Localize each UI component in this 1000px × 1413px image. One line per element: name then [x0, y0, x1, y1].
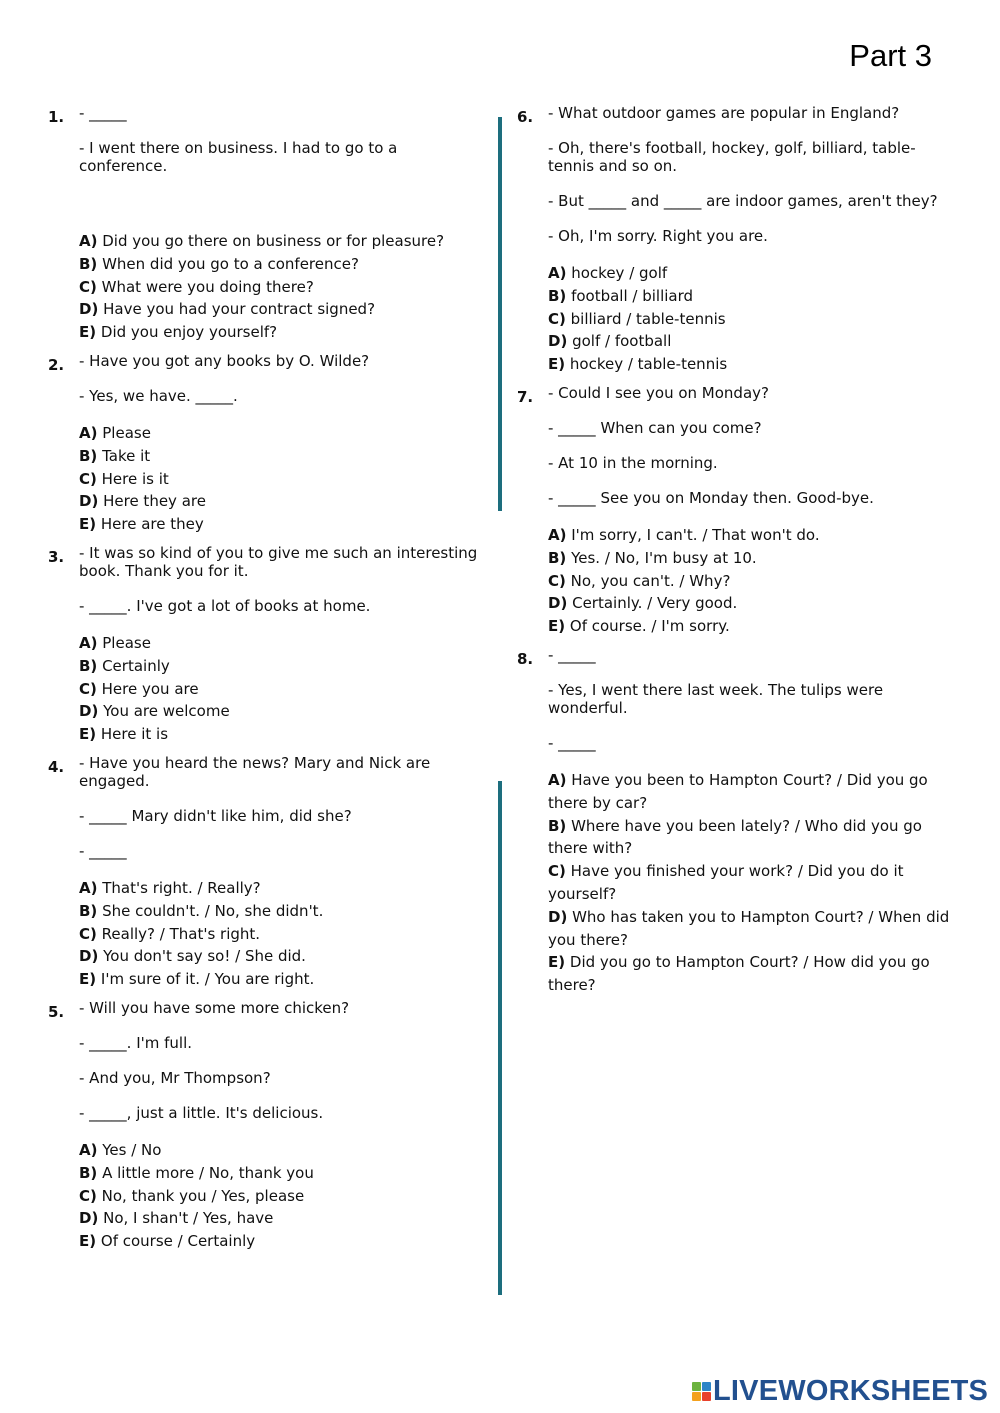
answer-option — [79, 632, 480, 655]
answer-option — [79, 678, 480, 701]
option-letter: B) — [548, 286, 567, 305]
answer-option — [548, 951, 957, 997]
option-text: Please — [102, 423, 151, 442]
option-text: I'm sure of it. / You are right. — [100, 970, 315, 989]
option-text: Here are they — [100, 515, 204, 534]
option-letter: E) — [79, 1232, 97, 1251]
option-text: hockey / golf — [571, 264, 668, 282]
option-letter: D) — [548, 594, 568, 613]
answer-options — [79, 230, 480, 344]
answer-option — [79, 900, 480, 923]
option-letter: B) — [79, 446, 98, 465]
option-letter: C) — [79, 679, 97, 698]
option-text: When did you go to a conference? — [102, 254, 359, 273]
option-text: Have you been to Hampton Court? / Did you go there by car? — [548, 770, 928, 812]
answer-option — [79, 923, 480, 946]
dialogue-line: - _____ Mary didn't like him, did she? — [79, 806, 352, 825]
option-letter: E) — [79, 725, 97, 744]
option-letter: D) — [79, 492, 99, 511]
option-text: Have you finished your work? / Did you do it yourself? — [548, 862, 904, 903]
option-letter: D) — [79, 1209, 99, 1228]
answer-options — [79, 1139, 480, 1253]
option-text: billiard / table-tennis — [570, 309, 726, 328]
option-letter: D) — [79, 947, 99, 966]
question-number: 8. — [517, 649, 534, 668]
answer-option — [79, 877, 480, 900]
option-text: Take it — [102, 446, 151, 465]
option-letter: E) — [548, 953, 566, 972]
answer-option — [79, 253, 480, 276]
answer-option — [548, 815, 957, 861]
dialogue-line: - _____, just a little. It's delicious. — [79, 1103, 324, 1122]
answer-option — [79, 968, 480, 991]
option-letter: E) — [79, 323, 97, 342]
answer-option — [548, 353, 957, 376]
option-letter: B) — [79, 901, 98, 920]
option-text: She couldn't. / No, she didn't. — [102, 901, 324, 920]
dialogue-line: - At 10 in the morning. — [548, 453, 718, 472]
answer-option — [548, 285, 957, 308]
right-column — [517, 100, 957, 1005]
option-letter: D) — [79, 702, 99, 721]
option-letter: B) — [79, 254, 98, 273]
dialogue-line: - I went there on business. I had to go to a conference. — [79, 139, 398, 175]
liveworksheets-logo — [692, 1375, 988, 1408]
answer-option — [79, 445, 480, 468]
option-text: Really? / That's right. — [101, 924, 261, 943]
option-letter: B) — [79, 656, 98, 675]
question-number: 6. — [517, 108, 534, 126]
answer-option — [548, 906, 957, 952]
answer-option — [548, 570, 957, 593]
question-5 — [48, 999, 480, 1253]
answer-option — [548, 615, 957, 638]
question-number: 2. — [48, 355, 65, 374]
option-text: A little more / No, thank you — [102, 1163, 314, 1182]
answer-option — [79, 1230, 480, 1253]
option-text: Did you go there on business or for pleasure? — [102, 232, 445, 250]
dialogue-line: - Yes, I went there last week. The tulips were wonderful. — [548, 680, 884, 717]
dialogue-line: - _____ — [548, 645, 596, 664]
dialogue-line: - Could I see you on Monday? — [548, 383, 769, 402]
answer-option — [548, 547, 957, 570]
dialogue-line: - _____. I'm full. — [79, 1033, 193, 1052]
dialogue-line: - Have you heard the news? Mary and Nick are engaged. — [79, 753, 431, 790]
option-letter: C) — [548, 862, 566, 881]
question-number: 7. — [517, 387, 534, 406]
option-text: You are welcome — [103, 702, 230, 721]
dialogue-line: - Will you have some more chicken? — [79, 998, 350, 1017]
option-letter: C) — [79, 924, 97, 943]
answer-options — [548, 262, 957, 376]
dialogue-line: - _____. I've got a lot of books at home. — [79, 596, 371, 615]
option-text: Did you enjoy yourself? — [100, 323, 278, 342]
dialogue-line: - It was so kind of you to give me such an interesting book. Thank you for it. — [79, 543, 478, 580]
question-number: 5. — [48, 1002, 65, 1021]
column-divider-top — [498, 117, 502, 511]
question-1 — [48, 104, 480, 344]
answer-option — [548, 860, 957, 906]
answer-option — [79, 230, 480, 253]
option-text: Here is it — [101, 469, 169, 488]
option-letter: D) — [79, 300, 99, 319]
option-text: Have you had your contract signed? — [103, 300, 376, 319]
question-7 — [517, 384, 957, 638]
option-text: Of course. / I'm sorry. — [569, 617, 730, 636]
option-letter: B) — [548, 548, 567, 567]
answer-option — [79, 1207, 480, 1230]
option-text: Where have you been lately? / Who did you go there with? — [548, 816, 922, 858]
dialogue-line: - But _____ and _____ are indoor games, aren't they? — [548, 192, 938, 210]
option-text: Yes. / No, I'm busy at 10. — [571, 548, 757, 567]
option-text: You don't say so! / She did. — [103, 947, 306, 966]
question-3 — [48, 544, 480, 746]
option-text: hockey / table-tennis — [569, 355, 728, 374]
option-letter: C) — [79, 277, 97, 296]
option-letter: D) — [548, 907, 568, 926]
answer-option — [548, 330, 957, 353]
question-8 — [517, 646, 957, 997]
option-text: Who has taken you to Hampton Court? / When did you there? — [548, 907, 950, 949]
dialogue-line: - And you, Mr Thompson? — [79, 1068, 271, 1087]
dialogue-line: - Oh, there's football, hockey, golf, billiard, table-tennis and so on. — [548, 139, 916, 175]
question-number: 3. — [48, 547, 65, 566]
option-text: Certainly — [102, 656, 170, 675]
option-letter: D) — [548, 332, 568, 351]
option-text: Yes / No — [102, 1140, 162, 1159]
answer-option — [79, 298, 480, 321]
answer-option — [548, 308, 957, 331]
option-text: No, thank you / Yes, please — [101, 1186, 305, 1205]
option-text: Certainly. / Very good. — [572, 594, 738, 613]
left-column — [48, 100, 480, 1261]
question-number: 4. — [48, 757, 65, 776]
answer-option — [79, 655, 480, 678]
question-6 — [517, 104, 957, 376]
option-letter: C) — [79, 1186, 97, 1205]
option-text: Here it is — [100, 725, 169, 744]
logo-mark-icon — [692, 1382, 711, 1401]
option-text: football / billiard — [571, 286, 694, 305]
option-letter: C) — [548, 571, 566, 590]
answer-option — [79, 700, 480, 723]
dialogue-line: - What outdoor games are popular in England? — [548, 104, 900, 122]
question-4 — [48, 754, 480, 991]
option-text: Here you are — [101, 679, 199, 698]
answer-options — [79, 422, 480, 536]
option-text: I'm sorry, I can't. / That won't do. — [571, 525, 820, 544]
option-text: That's right. / Really? — [102, 878, 261, 897]
page-title: Part 3 — [849, 38, 932, 73]
option-text: Please — [102, 633, 151, 652]
option-letter: E) — [79, 970, 97, 989]
question-2 — [48, 352, 480, 536]
option-letter: A) — [548, 525, 567, 544]
option-letter: A) — [79, 1140, 98, 1159]
option-text: No, I shan't / Yes, have — [103, 1209, 274, 1228]
option-letter: C) — [79, 469, 97, 488]
option-letter: E) — [548, 355, 566, 374]
answer-option — [548, 524, 957, 547]
dialogue-line: - Have you got any books by O. Wilde? — [79, 351, 370, 370]
answer-option — [79, 276, 480, 299]
logo-text: LIVEWORKSHEETS — [713, 1375, 989, 1407]
answer-option — [79, 321, 480, 344]
answer-options — [548, 524, 957, 638]
answer-option — [79, 1139, 480, 1162]
dialogue-line: - _____ — [79, 104, 127, 122]
answer-options — [79, 632, 480, 746]
option-letter: E) — [548, 617, 566, 636]
option-letter: A) — [79, 232, 98, 250]
option-letter: A) — [79, 878, 98, 897]
dialogue-line: - _____ — [548, 733, 596, 752]
answer-option — [79, 1185, 480, 1208]
dialogue-line: - _____ See you on Monday then. Good-bye. — [548, 488, 874, 507]
dialogue-line: - Yes, we have. _____. — [79, 386, 238, 405]
answer-option — [79, 723, 480, 746]
question-number: 1. — [48, 108, 65, 126]
option-letter: C) — [548, 309, 566, 328]
answer-option — [79, 468, 480, 491]
dialogue-line: - _____ — [79, 841, 127, 860]
answer-option — [548, 769, 957, 815]
option-text: No, you can't. / Why? — [570, 571, 731, 590]
dialogue-line: - _____ When can you come? — [548, 418, 762, 437]
answer-option — [79, 490, 480, 513]
option-letter: A) — [79, 423, 98, 442]
option-text: Here they are — [103, 492, 206, 511]
column-divider-bottom — [498, 781, 502, 1295]
option-text: Did you go to Hampton Court? / How did you go there? — [548, 953, 930, 995]
option-letter: A) — [79, 633, 98, 652]
option-letter: B) — [548, 816, 567, 835]
option-letter: B) — [79, 1163, 98, 1182]
answer-option — [79, 422, 480, 445]
dialogue-line: - Oh, I'm sorry. Right you are. — [548, 227, 768, 245]
option-letter: A) — [548, 264, 567, 282]
answer-option — [548, 262, 957, 285]
answer-option — [548, 592, 957, 615]
option-text: golf / football — [572, 332, 672, 351]
option-letter: A) — [548, 770, 567, 789]
answer-option — [79, 945, 480, 968]
option-text: What were you doing there? — [101, 277, 314, 296]
option-letter: E) — [79, 515, 97, 534]
answer-options — [548, 769, 957, 997]
answer-option — [79, 1162, 480, 1185]
answer-option — [79, 513, 480, 536]
option-text: Of course / Certainly — [100, 1232, 256, 1251]
answer-options — [79, 877, 480, 991]
